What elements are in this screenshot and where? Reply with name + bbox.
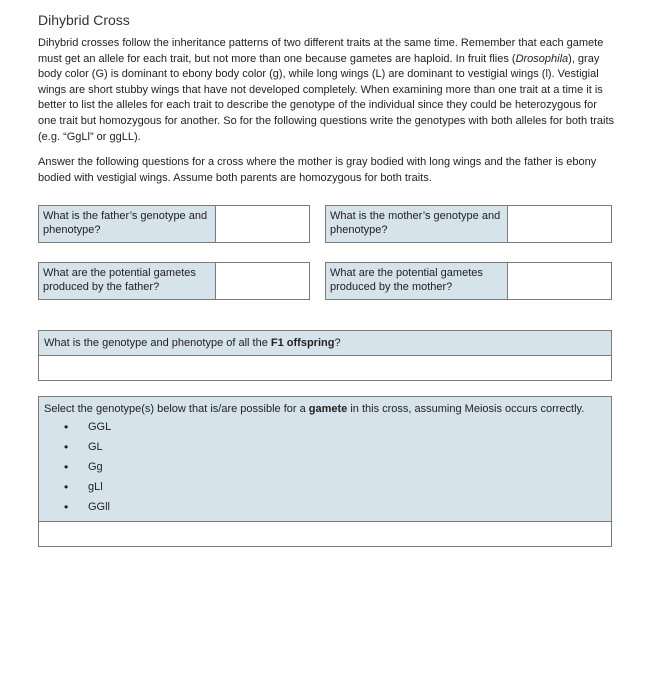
bullet-icon: • <box>64 460 69 474</box>
intro-text-end: ), gray body color (G) is dominant to ebony body color (g), while long wings (L) are dominant to vestigial wings (l). Vestigial wings are short stubby wings that have not developed completely. When examining more than one trait at a time it is better to list the alleles for each trait to describe the genotype of the individual since they could be heterozygous for one trait but homozygous for another. So for the following questions write the genotypes with both alleles for both traits (e.g. “GgLl” or ggLL). <box>38 52 615 143</box>
instruction-paragraph: Answer the following questions for a cross where the mother is gray bodied with long wings and the father is ebony bodied with vestigial wings. Assume both parents are homozygous for both traits. <box>38 156 597 184</box>
intro-paragraph <box>38 36 614 145</box>
gamete-question <box>38 396 612 547</box>
gamete-option[interactable]: • Gg <box>64 457 606 477</box>
gamete-options-list <box>44 417 606 517</box>
f1-question <box>38 330 612 381</box>
bullet-icon: • <box>64 480 69 494</box>
intro-species-name: Drosophila <box>515 52 569 65</box>
father-gametes-label: What are the potential gametes produced by the father? <box>39 263 216 299</box>
gamete-question-panel <box>39 397 611 522</box>
gamete-answer[interactable] <box>39 522 611 546</box>
gamete-question-label: Select the genotype(s) below that is/are possible for a gamete in this cross, assuming Meiosis occurs correctly. <box>44 403 585 415</box>
father-gametes-question <box>38 262 310 300</box>
mother-genotype-label: What is the mother’s genotype and phenotype? <box>326 206 508 242</box>
genotype-row <box>38 205 612 243</box>
mother-genotype-question <box>325 205 612 243</box>
mother-genotype-answer[interactable] <box>508 206 611 242</box>
intro-text-start: Dihybrid crosses follow the inheritance patterns of two different traits at the same time. Remember that each gamete must get an allele for each trait, but not more than one because gametes are haploid. In fruit flies ( <box>38 37 604 65</box>
f1-question-label: What is the genotype and phenotype of all the F1 offspring? <box>39 331 611 356</box>
father-genotype-label: What is the father’s genotype and phenotype? <box>39 206 216 242</box>
bullet-icon: • <box>64 420 69 434</box>
mother-gametes-question <box>325 262 612 300</box>
mother-gametes-answer[interactable] <box>508 263 611 299</box>
bullet-icon: • <box>64 500 69 514</box>
mother-gametes-label: What are the potential gametes produced by the mother? <box>326 263 508 299</box>
gamete-option[interactable]: • GGL <box>64 417 606 437</box>
father-genotype-question <box>38 205 310 243</box>
gamete-option[interactable]: • gLl <box>64 477 606 497</box>
page-title: Dihybrid Cross <box>38 12 130 28</box>
gametes-row <box>38 262 612 300</box>
father-gametes-answer[interactable] <box>216 263 309 299</box>
father-genotype-answer[interactable] <box>216 206 309 242</box>
document-body <box>38 12 614 186</box>
gamete-option[interactable]: • GGll <box>64 497 606 517</box>
f1-answer[interactable] <box>39 356 611 380</box>
bullet-icon: • <box>64 440 69 454</box>
gamete-option[interactable]: • GL <box>64 437 606 457</box>
